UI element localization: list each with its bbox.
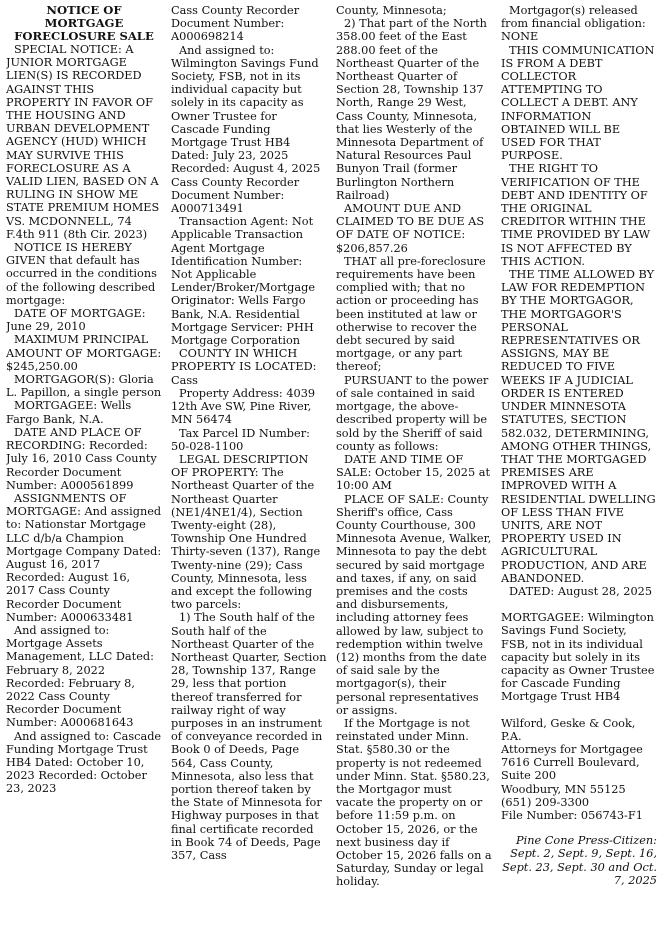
- paragraph: PLACE OF SALE: County Sheriff's office, Cass County Courthouse, 300 Minnesota Avenue, Walker, Minnesota to pay the debt secured by said mortgage and taxes, if any, on said premises and the costs and disbursements, including attorney fees allowed by law, subject to redemption within twelve (12) months from the date of said sale by the mortgagor(s), their personal representatives or assigns.: [336, 492, 492, 717]
- column-3: [336, 4, 492, 945]
- notice-title: NOTICE OF MORTGAGE FORECLOSURE SALE: [14, 4, 154, 43]
- paragraph: DATE AND TIME OF SALE: October 15, 2025 at 10:00 AM: [336, 452, 491, 493]
- paragraph: MORTGAGOR(S): Gloria L. Papillon, a single person: [6, 373, 162, 400]
- mortgagee-signature-block: MORTGAGEE: Wilmington Savings Fund Society, FSB, not in its individual capacity but solely in its capacity as Owner Trustee for Cascade Funding Mortgage Trust HB4: [501, 611, 655, 704]
- attorney-name: Wilford, Geske & Cook, P.A.: [501, 716, 636, 743]
- paragraph: 2) That part of the North 358.00 feet of the East 288.00 feet of the Northeast Quarter of the Northeast Quarter of Section 28, Township 137 North, Range 29 West, Cass County, Minnesota, that lies Westerly of the Minnesota Department of Natural Resources Paul Bunyon Trail (former Burlington Northern Railroad): [336, 17, 487, 202]
- attorney-phone: (651) 209-3300: [501, 795, 590, 809]
- paragraph: And assigned to: Cascade Funding Mortgage Trust HB4 Dated: October 10, 2023 Recorded: October 23, 2023: [6, 729, 162, 796]
- paragraph: DATED: August 28, 2025: [509, 584, 653, 598]
- paragraph: PURSUANT to the power of sale contained in said mortgage, the above-described property will be sold by the Sheriff of said county as follows:: [336, 373, 489, 453]
- paragraph: 1) The South half of the South half of the Northeast Quarter of the Northeast Quarter, Section 28, Township 137, Range 29, less that portion thereof transferred for railway right of way purposes in an instrument of conveyance recorded in Book 0 of Deeds, Page 564, Cass County, Minnesota, also less that portion thereof taken by the State of Minnesota for Highway purposes in that final certificate recorded in Book 74 of Deeds, Page 357, Cass: [171, 611, 327, 862]
- attorney-role: Attorneys for Mortgagee: [501, 742, 643, 756]
- paragraph: If the Mortgage is not reinstated under Minn. Stat. §580.30 or the property is not redeemed under Minn. Stat. §580.23, the Mortgagor must vacate the property on or before 11:59 p.m. on October 15, 2026, or the next business day if October 15, 2026 falls on a Saturday, Sunday or legal holiday.: [336, 716, 492, 889]
- paragraph: THIS COMMUNICATION IS FROM A DEBT COLLECTOR ATTEMPTING TO COLLECT A DEBT. ANY INFORMATION OBTAINED WILL BE USED FOR THAT PURPOSE.: [501, 43, 655, 163]
- paragraph: COUNTY IN WHICH PROPERTY IS LOCATED: Cass: [171, 347, 317, 387]
- paragraph: AMOUNT DUE AND CLAIMED TO BE DUE AS OF DATE OF NOTICE: $206,857.26: [336, 202, 485, 255]
- paragraph: And assigned to: Wilmington Savings Fund Society, FSB, not in its individual capacity but solely in its capacity as Owner Trustee for Cascade Funding Mortgage Trust HB4 Dated: July 23, 2025 Recorded: August 4, 2025 Cass County Recorder Document Number: A000713491: [171, 43, 321, 216]
- paragraph: MORTGAGEE: Wells Fargo Bank, N.A.: [6, 399, 132, 426]
- paragraph: THAT all pre-foreclosure requirements have been complied with; that no action or proceeding has been instituted at law or otherwise to recover the debt secured by said mortgage, or any part thereof;: [336, 254, 486, 374]
- paragraph: MAXIMUM PRINCIPAL AMOUNT OF MORTGAGE: $245,250.00: [6, 333, 162, 373]
- paragraph: County, Minnesota;: [336, 4, 447, 17]
- paragraph: Property Address: 4039 12th Ave SW, Pine River, MN 56474: [171, 386, 316, 427]
- column-2: [171, 4, 327, 945]
- paragraph: THE RIGHT TO VERIFICATION OF THE DEBT AND IDENTITY OF THE ORIGINAL CREDITOR WITHIN THE TIME PROVIDED BY LAW IS NOT AFFECTED BY THIS ACTION.: [501, 162, 651, 268]
- attorney-street: 7616 Currell Boulevard, Suite 200: [501, 756, 640, 783]
- paragraph: NOTICE IS HEREBY GIVEN that default has occurred in the conditions of the following described mortgage:: [6, 241, 157, 307]
- paragraph: DATE AND PLACE OF RECORDING: Recorded: July 16, 2010 Cass County Recorder Document Number: A000561899: [6, 425, 157, 492]
- paragraph: LEGAL DESCRIPTION OF PROPERTY: The Northeast Quarter of the Northeast Quarter (NE1/4NE1/4), Section Twenty-eight (28), Township One Hundred Thirty-seven (137), Range Twenty-nine (29); Cass County, Minnesota, less and except the following two parcels:: [171, 452, 321, 612]
- paragraph: ASSIGNMENTS OF MORTGAGE: And assigned to: Nationstar Mortgage LLC d/b/a Champion Mortgage Company Dated: August 16, 2017 Recorded: August 16, 2017 Cass County Recorder Document Number: A000633481: [6, 491, 162, 624]
- paragraph: DATE OF MORTGAGE: June 29, 2010: [6, 307, 146, 334]
- column-4: [501, 4, 657, 945]
- paragraph: Transaction Agent: Not Applicable Transaction Agent Mortgage Identification Number: Not Applicable Lender/Broker/Mortgage Originator: Wells Fargo Bank, N.A. Residential Mortgage Servicer: PHH Mortgage Corporation: [171, 215, 316, 348]
- paragraph: SPECIAL NOTICE: A JUNIOR MORTGAGE LIEN(S) IS RECORDED AGAINST THIS PROPERTY IN FAVOR OF THE HOUSING AND URBAN DEVELOPMENT AGENCY (HUD) WHICH MAY SURVIVE THIS FORECLOSURE AS A VALID LIEN, BASED ON A RULING IN SHOW ME STATE PREMIUM HOMES VS. MCDONNELL, 74 F.4th 911 (8th Cir. 2023): [6, 43, 160, 241]
- publication-dates: Pine Cone Press-Citizen: Sept. 2, Sept. 9, Sept. 16, Sept. 23, Sept. 30 and Oct. 7, 2025: [502, 834, 657, 887]
- paragraph: Mortgagor(s) released from financial obligation: NONE: [501, 4, 646, 44]
- column-1: [6, 4, 162, 945]
- paragraph: Cass County Recorder Document Number: A000698214: [171, 4, 300, 44]
- file-number: File Number: 056743-F1: [501, 808, 643, 822]
- attorney-city: Woodbury, MN 55125: [501, 782, 626, 796]
- paragraph: And assigned to: Mortgage Assets Management, LLC Dated: February 8, 2022 Recorded: February 8, 2022 Cass County Recorder Document Number: A000681643: [6, 623, 154, 730]
- paragraph: Tax Parcel ID Number: 50-028-1100: [171, 426, 310, 453]
- paragraph: THE TIME ALLOWED BY LAW FOR REDEMPTION BY THE MORTGAGOR, THE MORTGAGOR'S PERSONAL REPRESENTATIVES OR ASSIGNS, MAY BE REDUCED TO FIVE WEEKS IF A JUDICIAL ORDER IS ENTERED UNDER MINNESOTA STATUTES, SECTION 582.032, DETERMINING, AMONG OTHER THINGS, THAT THE MORTGAGED PREMISES ARE IMPROVED WITH A RESIDENTIAL DWELLING OF LESS THAN FIVE UNITS, ARE NOT PROPERTY USED IN AGRICULTURAL PRODUCTION, AND ARE ABANDONED.: [501, 268, 656, 585]
